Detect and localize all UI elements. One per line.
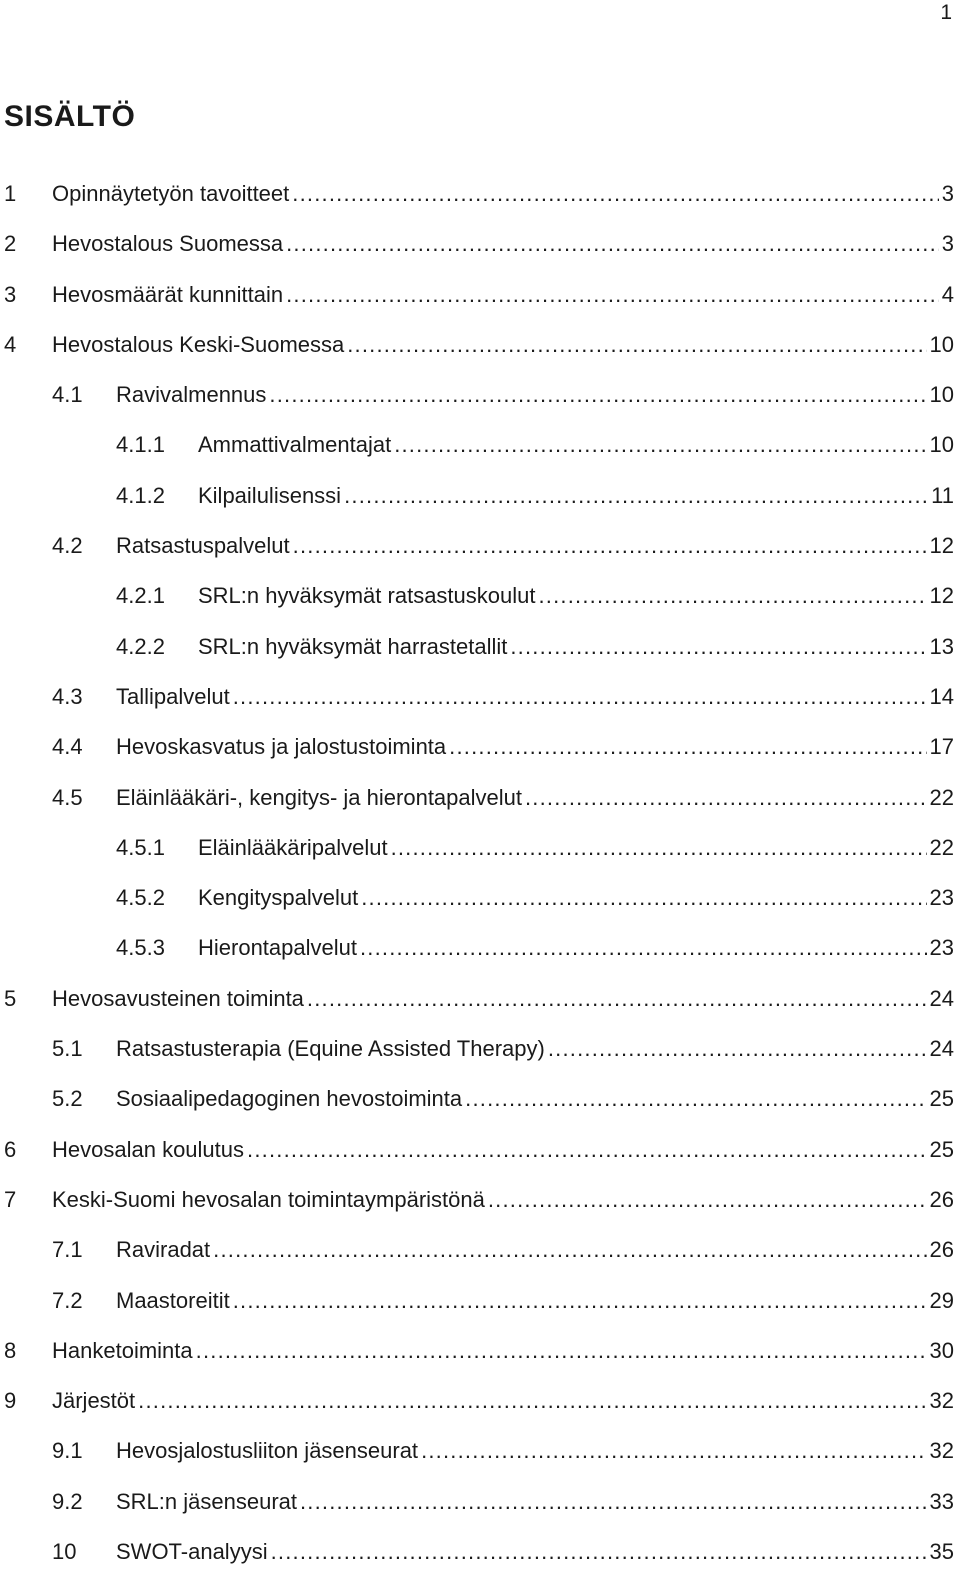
toc-entry-body xyxy=(198,885,954,911)
toc-entry-title[interactable]: Tallipalvelut xyxy=(116,683,230,709)
toc-entry[interactable] xyxy=(0,1376,960,1426)
toc-entry[interactable] xyxy=(0,420,960,470)
table-of-contents xyxy=(0,169,960,1577)
toc-entry-body xyxy=(52,332,954,358)
toc-dot-leader xyxy=(233,1288,927,1314)
toc-entry-page[interactable]: 33 xyxy=(929,1488,954,1514)
toc-entry[interactable] xyxy=(0,1426,960,1476)
toc-entry-page[interactable]: 10 xyxy=(929,432,954,458)
toc-entry-number: 4.5.2 xyxy=(116,885,165,911)
toc-entry[interactable] xyxy=(0,1527,960,1577)
toc-entry-body xyxy=(116,533,954,559)
toc-entry[interactable] xyxy=(0,722,960,772)
toc-entry-title[interactable]: Hevostalous Suomessa xyxy=(52,231,284,257)
toc-entry-title[interactable]: Hanketoiminta xyxy=(52,1337,193,1363)
toc-entry-page[interactable]: 30 xyxy=(929,1337,954,1363)
toc-entry-title[interactable]: Ratsastusterapia (Equine Assisted Therapy) xyxy=(116,1036,545,1062)
toc-entry-page[interactable]: 32 xyxy=(929,1388,954,1414)
toc-entry-page[interactable]: 29 xyxy=(929,1287,954,1313)
toc-entry[interactable] xyxy=(0,1125,960,1175)
toc-entry-body xyxy=(116,785,954,811)
toc-entry-title[interactable]: Ammattivalmentajat xyxy=(198,432,392,458)
toc-entry[interactable] xyxy=(0,1326,960,1376)
toc-entry-page[interactable]: 32 xyxy=(929,1438,954,1464)
toc-entry-number: 4.2.1 xyxy=(116,583,165,609)
toc-entry[interactable] xyxy=(0,370,960,420)
toc-entry-title[interactable]: Hevosjalostusliiton jäsenseurat xyxy=(116,1438,419,1464)
toc-dot-leader xyxy=(213,1237,926,1263)
toc-entry-page[interactable]: 22 xyxy=(929,834,954,860)
toc-entry-number: 9 xyxy=(4,1388,17,1414)
toc-entry-title[interactable]: SWOT-analyysi xyxy=(116,1539,268,1565)
toc-entry-page[interactable]: 14 xyxy=(929,683,954,709)
toc-entry-number: 4.5 xyxy=(52,784,83,810)
toc-entry-page[interactable]: 12 xyxy=(929,533,954,559)
toc-dot-leader xyxy=(307,986,927,1012)
toc-dot-leader xyxy=(233,684,927,710)
toc-entry[interactable] xyxy=(0,320,960,370)
toc-dot-leader xyxy=(286,282,939,308)
toc-entry-title[interactable]: Raviradat xyxy=(116,1237,211,1263)
toc-dot-leader xyxy=(510,634,926,660)
toc-entry-page[interactable]: 3 xyxy=(941,231,954,257)
toc-dot-leader xyxy=(292,181,938,207)
toc-entry[interactable] xyxy=(0,1175,960,1225)
toc-entry-body xyxy=(198,634,954,660)
toc-entry-title[interactable]: SRL:n hyväksymät harrastetallit xyxy=(198,633,508,659)
toc-entry-body xyxy=(198,483,954,509)
toc-entry-page[interactable]: 26 xyxy=(929,1186,954,1212)
toc-heading: SISÄLTÖ xyxy=(4,100,136,133)
toc-entry[interactable] xyxy=(0,823,960,873)
toc-entry[interactable] xyxy=(0,873,960,923)
toc-entry-body xyxy=(116,1489,954,1515)
toc-entry-title[interactable]: Ratsastuspalvelut xyxy=(116,533,290,559)
toc-entry-number: 4.1 xyxy=(52,382,83,408)
toc-dot-leader xyxy=(421,1438,926,1464)
toc-entry-number: 5.2 xyxy=(52,1086,83,1112)
toc-dot-leader xyxy=(293,533,927,559)
toc-dot-leader xyxy=(548,1036,927,1062)
toc-entry-title[interactable]: SRL:n hyväksymät ratsastuskoulut xyxy=(198,583,536,609)
toc-entry-body xyxy=(116,684,954,710)
toc-entry-body xyxy=(116,1237,954,1263)
toc-entry-body xyxy=(116,1036,954,1062)
toc-dot-leader xyxy=(488,1187,927,1213)
toc-entry-body xyxy=(52,1187,954,1213)
page-number: 1 xyxy=(940,1,952,24)
toc-entry-number: 8 xyxy=(4,1337,17,1363)
toc-dot-leader xyxy=(347,332,926,358)
toc-entry-number: 7 xyxy=(4,1186,17,1212)
toc-entry-page[interactable]: 35 xyxy=(929,1539,954,1565)
toc-entry-body xyxy=(198,432,954,458)
toc-entry-title[interactable]: Eläinlääkäri-, kengitys- ja hierontapalvelut xyxy=(116,784,522,810)
toc-entry-number: 2 xyxy=(4,231,17,257)
toc-dot-leader xyxy=(269,382,926,408)
toc-dot-leader xyxy=(465,1086,926,1112)
toc-entry-title[interactable]: Opinnäytetyön tavoitteet xyxy=(52,181,290,206)
toc-entry-number: 3 xyxy=(4,281,17,307)
toc-entry[interactable] xyxy=(0,672,960,722)
toc-entry-body xyxy=(116,1288,954,1314)
toc-entry[interactable] xyxy=(0,471,960,521)
toc-dot-leader xyxy=(391,835,927,861)
toc-entry-number: 4.3 xyxy=(52,683,83,709)
toc-entry-title[interactable]: Kengityspalvelut xyxy=(198,885,359,911)
toc-entry-body xyxy=(52,1388,954,1414)
toc-entry-title[interactable]: Kilpailulisenssi xyxy=(198,482,342,508)
toc-entry-page[interactable]: 25 xyxy=(929,1136,954,1162)
toc-entry-body xyxy=(198,835,954,861)
toc-entry-number: 4.1.2 xyxy=(116,482,165,508)
toc-entry-number: 1 xyxy=(4,181,17,206)
toc-entry-number: 4.2.2 xyxy=(116,633,165,659)
toc-dot-leader xyxy=(286,231,939,257)
toc-entry-number: 4.2 xyxy=(52,533,83,559)
toc-entry[interactable] xyxy=(0,1276,960,1326)
toc-entry-number: 9.1 xyxy=(52,1438,83,1464)
toc-entry[interactable] xyxy=(0,1074,960,1124)
toc-entry-page[interactable]: 12 xyxy=(929,583,954,609)
toc-dot-leader xyxy=(394,432,926,458)
toc-entry-number: 7.1 xyxy=(52,1237,83,1263)
toc-entry-body xyxy=(52,1137,954,1163)
toc-entry[interactable] xyxy=(0,622,960,672)
toc-entry-number: 4 xyxy=(4,331,17,357)
toc-entry[interactable] xyxy=(0,1024,960,1074)
toc-entry-number: 5.1 xyxy=(52,1036,83,1062)
toc-entry-page[interactable]: 24 xyxy=(929,985,954,1011)
toc-dot-leader xyxy=(360,935,927,961)
toc-entry[interactable] xyxy=(0,169,960,219)
toc-entry-number: 10 xyxy=(52,1539,77,1565)
toc-entry-body xyxy=(52,231,954,257)
toc-entry-title[interactable]: Hevoskasvatus ja jalostustoiminta xyxy=(116,734,447,760)
toc-entry-page[interactable]: 10 xyxy=(929,382,954,408)
toc-dot-leader xyxy=(449,734,926,760)
toc-entry-body xyxy=(116,734,954,760)
toc-entry-body xyxy=(116,1539,954,1565)
toc-entry[interactable] xyxy=(0,1225,960,1275)
toc-dot-leader xyxy=(525,785,927,811)
toc-entry-page[interactable]: 23 xyxy=(929,935,954,961)
toc-entry-title[interactable]: SRL:n jäsenseurat xyxy=(116,1488,297,1514)
toc-entry-page[interactable]: 17 xyxy=(929,734,954,760)
toc-dot-leader xyxy=(196,1338,927,1364)
toc-entry-page[interactable]: 13 xyxy=(929,633,954,659)
toc-entry-body xyxy=(198,583,954,609)
toc-entry-page[interactable]: 10 xyxy=(929,331,954,357)
toc-entry-page[interactable]: 3 xyxy=(941,181,954,206)
toc-entry-number: 5 xyxy=(4,985,17,1011)
toc-entry-page[interactable]: 22 xyxy=(929,784,954,810)
toc-entry-body xyxy=(116,1438,954,1464)
toc-entry-title[interactable]: Hierontapalvelut xyxy=(198,935,357,961)
toc-entry-number: 4.4 xyxy=(52,734,83,760)
toc-entry-title[interactable]: Hevosalan koulutus xyxy=(52,1136,245,1162)
toc-entry-title[interactable]: Eläinlääkäripalvelut xyxy=(198,834,388,860)
toc-dot-leader xyxy=(138,1388,926,1414)
toc-entry-title[interactable]: Ravivalmennus xyxy=(116,382,267,408)
toc-entry-body xyxy=(116,1086,954,1112)
toc-entry-number: 7.2 xyxy=(52,1287,83,1313)
toc-entry[interactable] xyxy=(0,974,960,1024)
toc-dot-leader xyxy=(538,583,926,609)
toc-entry-body xyxy=(52,282,954,308)
toc-entry-page[interactable]: 11 xyxy=(931,482,954,508)
toc-dot-leader xyxy=(300,1489,927,1515)
toc-entry-body xyxy=(52,181,954,207)
toc-entry-body xyxy=(52,986,954,1012)
toc-entry[interactable] xyxy=(0,1477,960,1527)
toc-entry-title[interactable]: Järjestöt xyxy=(52,1388,136,1414)
toc-entry-page[interactable]: 25 xyxy=(929,1086,954,1112)
toc-entry-title[interactable]: Sosiaalipedagoginen hevostoiminta xyxy=(116,1086,463,1112)
toc-entry-page[interactable]: 4 xyxy=(941,281,954,307)
toc-entry[interactable] xyxy=(0,773,960,823)
toc-entry[interactable] xyxy=(0,923,960,973)
toc-entry-page[interactable]: 24 xyxy=(929,1036,954,1062)
toc-entry-number: 4.1.1 xyxy=(116,432,165,458)
toc-dot-leader xyxy=(271,1539,927,1565)
toc-entry[interactable] xyxy=(0,571,960,621)
toc-entry-title[interactable]: Hevosavusteinen toiminta xyxy=(52,985,304,1011)
toc-entry-page[interactable]: 23 xyxy=(929,885,954,911)
toc-dot-leader xyxy=(247,1137,927,1163)
toc-entry-number: 6 xyxy=(4,1136,17,1162)
toc-dot-leader xyxy=(344,483,928,509)
toc-entry[interactable] xyxy=(0,219,960,269)
toc-entry-page[interactable]: 26 xyxy=(929,1237,954,1263)
toc-entry-title[interactable]: Keski-Suomi hevosalan toimintaympäristönä xyxy=(52,1186,485,1212)
toc-entry[interactable] xyxy=(0,521,960,571)
toc-entry-body xyxy=(52,1338,954,1364)
toc-entry-number: 4.5.1 xyxy=(116,834,165,860)
toc-entry-body xyxy=(198,935,954,961)
toc-entry-title[interactable]: Hevosmäärät kunnittain xyxy=(52,281,284,307)
toc-entry[interactable] xyxy=(0,270,960,320)
toc-dot-leader xyxy=(361,885,926,911)
toc-entry-number: 4.5.3 xyxy=(116,935,165,961)
toc-entry-number: 9.2 xyxy=(52,1488,83,1514)
toc-entry-title[interactable]: Maastoreitit xyxy=(116,1287,230,1313)
toc-entry-title[interactable]: Hevostalous Keski-Suomessa xyxy=(52,331,345,357)
toc-entry-body xyxy=(116,382,954,408)
